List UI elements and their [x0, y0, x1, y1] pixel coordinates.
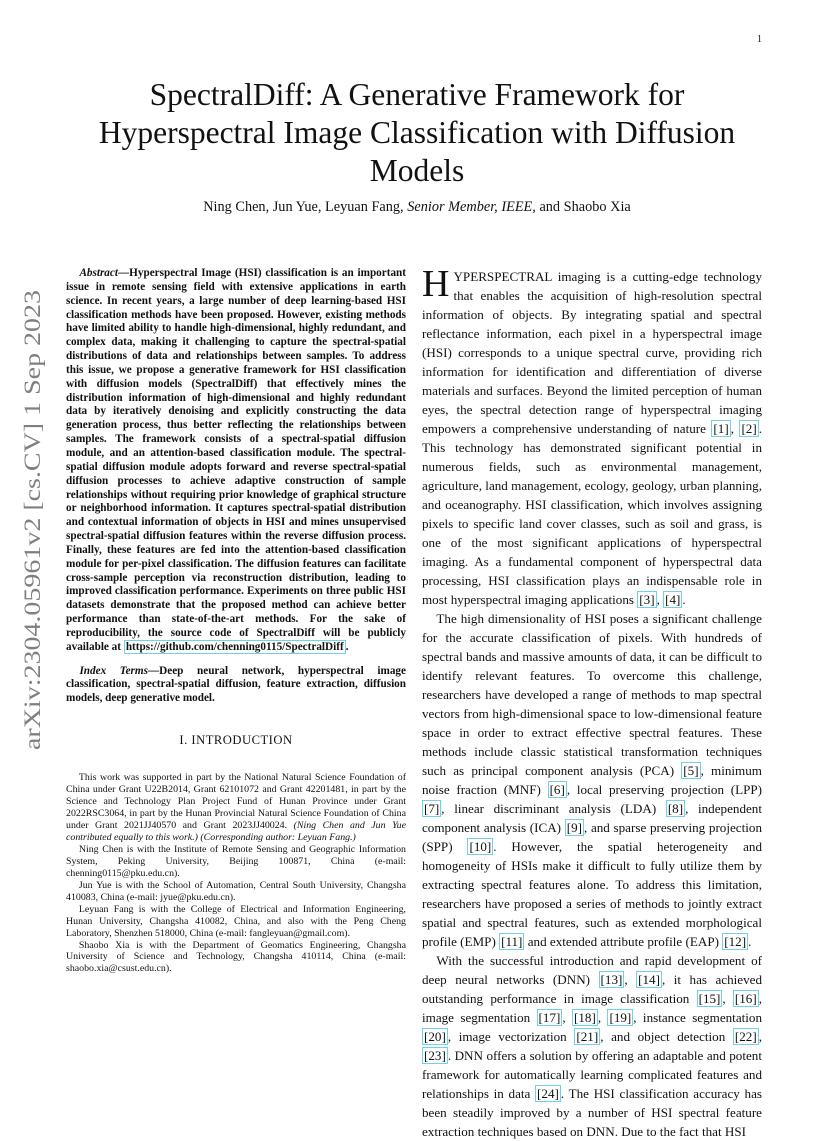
paper-title: SpectralDiff: A Generative Framework for Hyperspectral Image Classification with Diffusion Models — [98, 77, 736, 188]
abstract-end: . — [345, 640, 349, 653]
intro-text: and extended attribute profile (EAP) — [524, 934, 723, 949]
citation[interactable]: [7] — [424, 801, 440, 816]
abstract-text: —Hyperspectral Image (HSI) classification is an important issue in remote sensing field with extensive applications in earth science. In recent years, a large number of deep learning-based HSI classification methods have been proposed. However, existing methods have limited ability to handle high-dimensional, highly redundant, and complex data, making it challenging to capture the spectral-spatial distributions of data and relationships between samples. To address this issue, we propose a generative framework for HSI classification with diffusion models (SpectralDiff) that effectively mines the distribution information of high-dimensional and highly redundant data by iteratively denoising and explicitly constructing the data generation process, thus better reflecting the relationships between samples. The framework consists of a spectral-spatial diffusion module, and an attention-based classification module. The spectral-spatial diffusion module adopts forward and reverse spectral-spatial diffusion processes to achieve adaptive construction of sample relationships without requiring prior knowledge of graphical structure or neighborhood information. It captures spectral-spatial distribution and contextual information of objects in HSI and mines unsupervised spectral-spatial diffusion features within the reverse diffusion process. Finally, these features are fed into the attention-based classification module for per-pixel classification. The diffusion features can facilitate cross-sample perception via reconstruction distribution, leading to improved classification performance. Experiments on three public HSI datasets demonstrate that the proposed method can achieve better performance than state-of-the-art methods. For the sake of reproducibility, the source code of SpectralDiff will be publicly available at — [66, 267, 406, 653]
citation[interactable]: [2] — [741, 421, 757, 436]
footnote-yue: Jun Yue is with the School of Automation, Central South University, Changsha 410083, China (e-mail: jyue@pku.edu.cn). — [66, 879, 406, 903]
abstract — [66, 267, 406, 655]
section-heading: I. INTRODUCTION — [179, 733, 293, 748]
citation[interactable]: [16] — [734, 991, 757, 1006]
intro-text: , minimum noise fraction (MNF) — [422, 763, 762, 797]
arxiv-stamp — [10, 290, 50, 750]
citation[interactable]: [12] — [724, 934, 747, 949]
citation[interactable]: [14] — [638, 972, 660, 987]
arxiv-stamp-text: arXiv:2304.05961v2 [cs.CV] 1 Sep 2023 — [20, 371, 45, 750]
author-last: and Shaobo Xia — [539, 199, 631, 215]
footnote-fang: Leyuan Fang is with the College of Electrical and Information Engineering, Hunan University, Changsha 410082, China, and also with the Peng Cheng Laboratory, Shenzhen 518000, China (e-mail: fangleyuan@gmail.com). — [66, 903, 406, 939]
intro-text: , linear discriminant analysis (LDA) — [441, 801, 666, 816]
footnote-xia: Shaobo Xia is with the Department of Geomatics Engineering, Changsha University of Science and Technology, Changsha 410114, China (e-mail: shaobo.xia@csust.edu.cn). — [66, 939, 406, 975]
citation[interactable]: [8] — [667, 801, 684, 816]
intro-text: , image segmentation — [422, 991, 762, 1025]
intro-text: With the successful introduction and rapid development of deep neural networks (DNN) — [422, 953, 762, 987]
citation[interactable]: [22] — [734, 1029, 757, 1044]
citation[interactable]: [19] — [609, 1010, 632, 1025]
left-column — [66, 267, 406, 975]
citation[interactable]: [24] — [537, 1086, 559, 1101]
author-list — [60, 199, 774, 216]
intro-text: . However, the spatial heterogeneity and homogeneity of HSIs make it difficult to fully utilize them by extracting spectral features alone. To address this limitation, researchers have proposed a series of methods to jointly extract spatial and spectral features, such as extended morphological profile (EMP) — [422, 839, 763, 949]
intro-text: , and sparse preserving projection (SPP) — [422, 820, 762, 854]
abstract-lead: Abstract — [79, 267, 118, 279]
author-role: Senior Member, IEEE, — [407, 199, 536, 215]
index-terms-text: —Deep neural network, hyperspectral image classification, spectral-spatial diffusion, feature extraction, diffusion models, deep generative model. — [66, 664, 406, 705]
intro-text: YPERSPECTRAL imaging is a cutting-edge technology that enables the acquisition of high-resolution spectral information of objects. By integrating spatial and spectral reflectance information, each pixel in a hyperspectral image (HSI) corresponds to a unique spectral curve, providing rich information for identification and differentiation of diverse materials and surfaces. Beyond the limited perception of human eyes, the spectral detection range of hyperspectral imaging empowers a comprehensive understanding of nature — [422, 269, 762, 436]
intro-paragraph-1: HYPERSPECTRAL imaging is a cutting-edge technology that enables the acquisition of high-resolution spectral information of objects. By integrating spatial and spectral reflectance information, each pixel in a hyperspectral image (HSI) corresponds to a unique spectral curve, providing rich information for identification and differentiation of diverse materials and surfaces. Beyond the limited perception of human eyes, the spectral detection range of hyperspectral imaging empowers a comprehensive understanding of nature [1] , [2] . This technology has demonstrated significant potential in numerous fields, such as environmental management, agriculture, land management, ecology, geology, urban planning, and oceanography. HSI classification, which involves assigning pixels to specific land cover classes, such as soil and grass, is one of the most significant applications of hyperspectral imaging. As a fundamental component of hyperspectral data processing, HSI classification plays an indispensable role in most hyperspectral imaging applications [3] , [4] . — [422, 263, 762, 607]
intro-text: , and object detection — [600, 1029, 733, 1044]
citation[interactable]: [9] — [566, 820, 582, 835]
intro-text: . This technology has demonstrated significant potential in numerous fields, such as environmental management, agriculture, land management, ecology, geology, urban planning, and oceanography. HSI classification, which involves assigning pixels to specific land cover classes, such as soil and grass, is one of the most significant applications of hyperspectral imaging. As a fundamental component of hyperspectral data processing, HSI classification plays an indispensable role in most hyperspectral imaging applications — [422, 421, 762, 607]
citation[interactable]: [13] — [600, 972, 623, 987]
intro-text: , independent component analysis (ICA) — [422, 801, 762, 835]
code-link[interactable]: https://github.com/chenning0115/SpectralDiff — [125, 640, 344, 653]
footnote-chen: Ning Chen is with the Institute of Remote Sensing and Geographic Information System, Peking University, Beijing 100871, China (e-mail: chenning0115@pku.edu.cn). — [66, 843, 406, 879]
author-names: Ning Chen, Jun Yue, Leyuan Fang, — [203, 199, 404, 215]
intro-text: , local preserving projection (LPP) — [566, 782, 762, 797]
citation[interactable]: [5] — [683, 763, 699, 778]
citation[interactable]: [6] — [549, 782, 565, 797]
citation[interactable]: [23] — [424, 1048, 446, 1063]
citation[interactable]: [1] — [713, 421, 729, 436]
index-terms-lead: Index Terms — [79, 664, 148, 677]
intro-text: , it has achieved outstanding performance in image classification — [422, 972, 762, 1006]
intro-text: The high dimensionality of HSI poses a significant challenge for the accurate classification of pixels. With hundreds of spectral bands and massive amounts of data, it can be difficult to identify relevant features. To overcome this challenge, researchers have developed a range of methods to map spectral vectors from high-dimensional space to low-dimensional feature space in order to extract effective spectral features. These methods include classic statistical transformation techniques such as principal component analysis (PCA) — [422, 611, 762, 778]
citation[interactable]: [11] — [501, 934, 523, 949]
footnote-funding-text: This work was supported in part by the National Natural Science Foundation of China under Grant U22B2014, Grant 62101072 and Grant 42201481, in part by the Science and Technology Plan Project Fund of Hunan Province under Grant 2022RSC3064, in part by the Hunan Provincial Natural Science Foundation of China under Grant 2021JJ40570 and Grant 2023JJ40024. — [66, 772, 406, 831]
intro-paragraph-3: With the successful introduction and rapid development of deep neural networks (DNN) [13] , [14] , it has achieved outstanding performance in image classification [15] , [16] , image segmentation [17] , [18] , [19] , instance segmentation [20] , image vectorization [21] , and object detection [22] , [23] . DNN offers a solution by offering an adaptable and potent framework for automatically learning complicated features and relationships in data [24] . The HSI classification accuracy has been steadily improved by a number of HSI spectral feature extraction techniques based on DNN. Due to the fact that HSI — [422, 953, 763, 1139]
citation[interactable]: [3] — [639, 592, 655, 607]
citation[interactable]: [18] — [574, 1010, 596, 1025]
intro-text: , image vectorization — [447, 1029, 575, 1044]
intro-text: . DNN offers a solution by offering an adaptable and potent framework for automatically learning complicated features and relationships in data — [422, 1048, 762, 1101]
intro-text: , instance segmentation — [633, 1010, 763, 1025]
index-terms — [66, 665, 406, 707]
citation[interactable]: [21] — [576, 1029, 599, 1044]
citation[interactable]: [17] — [538, 1010, 561, 1025]
right-column — [422, 263, 763, 1141]
dropcap: H — [422, 263, 450, 305]
intro-paragraph-2: The high dimensionality of HSI poses a significant challenge for the accurate classification of pixels. With hundreds of spectral bands and massive amounts of data, it can be difficult to identify relevant features. To overcome this challenge, researchers have developed a range of methods to map spectral vectors from high-dimensional space to low-dimensional feature space in order to extract effective spectral features. These methods include classic statistical transformation techniques such as principal component analysis (PCA) [5] , minimum noise fraction (MNF) [6] , local preserving projection (LPP) [7] , linear discriminant analysis (LDA) [8] , independent component analysis (ICA) [9] , and sparse preserving projection (SPP) [10] . However, the spatial heterogeneity and homogeneity of HSIs make it difficult to fully utilize them by extracting spectral features alone. To address this limitation, researchers have proposed a series of methods to jointly extract spatial and spectral features, such as extended morphological profile (EMP) [11] and extended attribute profile (EAP) [12] . — [422, 611, 763, 949]
citation[interactable]: [10] — [469, 839, 492, 854]
footnote-funding — [66, 772, 406, 844]
citation[interactable]: [20] — [424, 1029, 446, 1044]
page-number: 1 — [757, 34, 762, 45]
citation[interactable]: [4] — [665, 592, 681, 607]
intro-text: . The HSI classification accuracy has been steadily improved by a number of HSI spectral feature extraction techniques based on DNN. Due to the fact that HSI — [422, 1086, 762, 1139]
footnote-funding-note: (Ning Chen and Jun Yue contributed equally to this work.) (Corresponding author: Leyuan Fang.) — [66, 819, 406, 843]
citation[interactable]: [15] — [698, 991, 721, 1006]
